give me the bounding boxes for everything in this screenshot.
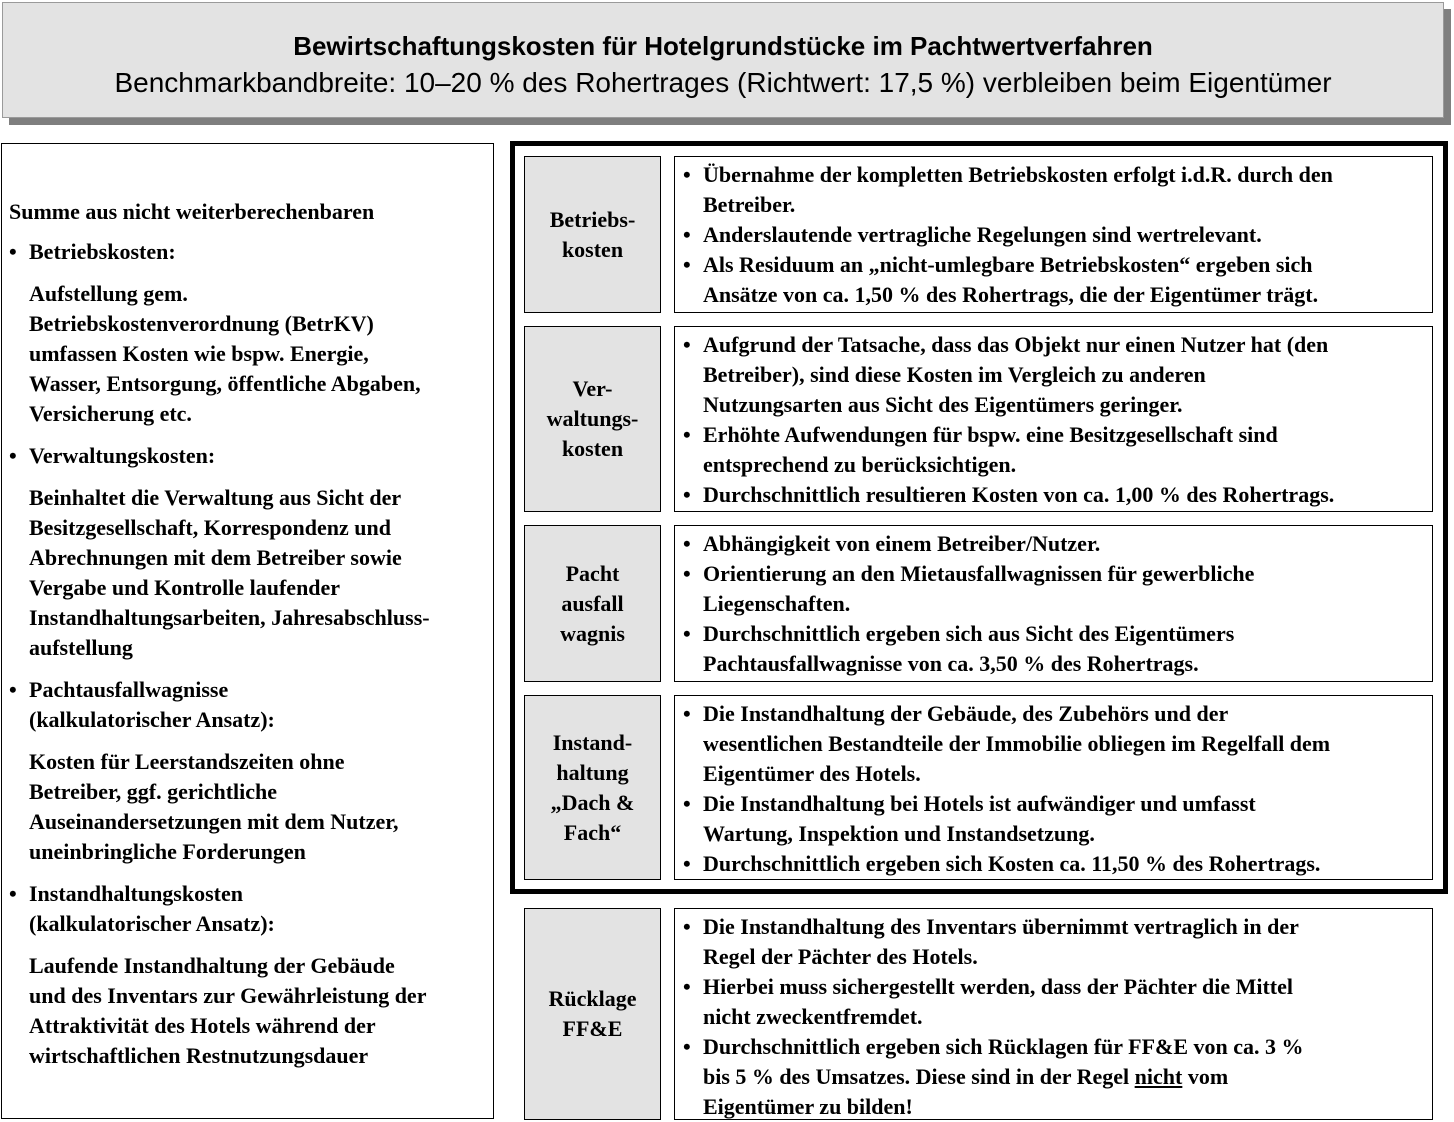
summary-text: Instandhaltungsarbeiten, Jahresabschluss-	[29, 605, 430, 630]
summary-text: Betreiber, ggf. gerichtliche	[29, 779, 278, 804]
summary-text: Auseinandersetzungen mit dem Nutzer,	[29, 809, 399, 834]
summary-heading: (kalkulatorischer Ansatz):	[29, 911, 275, 936]
list-item: • Orientierung an den Mietausfallwagnissen für gewerbliche Liegenschaften.	[683, 561, 1255, 616]
summary-text: wirtschaftlichen Restnutzungsdauer	[29, 1043, 369, 1068]
row-content-pachtausfallwagnis	[674, 525, 1433, 682]
emphasis-underlined: nicht	[1134, 1064, 1183, 1089]
summary-heading: Pachtausfallwagnisse	[29, 677, 229, 702]
list-item: • Durchschnittlich ergeben sich aus Sicht des Eigentümers Pachtausfallwagnisse von ca. 3,50 % des Rohertrags.	[683, 621, 1235, 676]
summary-bullet-instandhaltungskosten: • Instandhaltungskosten	[9, 881, 243, 906]
summary-text: Versicherung etc.	[29, 401, 192, 426]
summary-text: Aufstellung gem.	[29, 281, 188, 306]
list-item: • Als Residuum an „nicht-umlegbare Betriebskosten“ ergeben sich Ansätze von ca. 1,50 % des Rohertrags, die der Eigentümer trägt.	[683, 252, 1319, 307]
summary-text: Laufende Instandhaltung der Gebäude	[29, 953, 395, 978]
summary-text: Wasser, Entsorgung, öffentliche Abgaben,	[29, 371, 421, 396]
list-item: • Übernahme der kompletten Betriebskosten erfolgt i.d.R. durch den Betreiber.	[683, 162, 1333, 217]
summary-heading: Instandhaltungskosten	[29, 881, 243, 906]
summary-text: Vergabe und Kontrolle laufender	[29, 575, 341, 600]
summary-bullet-betriebskosten: • Betriebskosten:	[9, 239, 176, 264]
row-label-ruecklage-ffe: Rücklage FF&E	[524, 908, 661, 1120]
header-banner	[2, 2, 1444, 118]
summary-text: Betriebskostenverordnung (BetrKV)	[29, 311, 374, 336]
row-label-verwaltungskosten: Ver- waltungs- kosten	[524, 326, 661, 512]
summary-text: und des Inventars zur Gewährleistung der	[29, 983, 427, 1008]
row-content-betriebskosten	[674, 156, 1433, 313]
row-label-pachtausfallwagnis: Pacht ausfall wagnis	[524, 525, 661, 682]
row-content-verwaltungskosten	[674, 326, 1433, 512]
summary-text: umfassen Kosten wie bspw. Energie,	[29, 341, 369, 366]
summary-text: Besitzgesellschaft, Korrespondenz und	[29, 515, 391, 540]
summary-heading: Betriebskosten:	[29, 239, 176, 264]
list-item: • Durchschnittlich resultieren Kosten von ca. 1,00 % des Rohertrags.	[683, 482, 1335, 507]
row-label-betriebskosten: Betriebs- kosten	[524, 156, 661, 313]
summary-text: aufstellung	[29, 635, 133, 660]
summary-heading: (kalkulatorischer Ansatz):	[29, 707, 275, 732]
summary-text: Attraktivität des Hotels während der	[29, 1013, 376, 1038]
summary-text: Beinhaltet die Verwaltung aus Sicht der	[29, 485, 402, 510]
page-subtitle: Benchmarkbandbreite: 10–20 % des Rohertrages (Richtwert: 17,5 %) verbleiben beim Eigentümer	[114, 67, 1332, 98]
list-item: • Die Instandhaltung des Inventars übernimmt vertraglich in der Regel der Pächter des Hotels.	[683, 914, 1299, 969]
summary-text: Kosten für Leerstandszeiten ohne	[29, 749, 345, 774]
list-item: • Hierbei muss sichergestellt werden, dass der Pächter die Mittel nicht zweckentfremdet.	[683, 974, 1294, 1029]
summary-text: Abrechnungen mit dem Betreiber sowie	[29, 545, 402, 570]
row-content-ruecklage-ffe	[674, 908, 1433, 1120]
list-item: • Anderslautende vertragliche Regelungen sind wertrelevant.	[683, 222, 1262, 247]
list-item: • Erhöhte Aufwendungen für bspw. eine Besitzgesellschaft sind entsprechend zu berücksichtigen.	[683, 422, 1278, 477]
summary-bullet-verwaltungskosten: • Verwaltungskosten:	[9, 443, 216, 468]
summary-heading: Verwaltungskosten:	[29, 443, 216, 468]
list-item: • Abhängigkeit von einem Betreiber/Nutzer.	[683, 531, 1101, 556]
list-item: • Die Instandhaltung der Gebäude, des Zubehörs und der wesentlichen Bestandteile der Immobilie obliegen im Regelfall dem Eigentümer des Hotels.	[683, 701, 1331, 786]
summary-panel	[1, 143, 494, 1119]
row-label-instandhaltung: Instand- haltung „Dach & Fach“	[524, 695, 661, 880]
list-item: • Durchschnittlich ergeben sich Kosten ca. 11,50 % des Rohertrags.	[683, 851, 1321, 876]
summary-bullet-pachtausfallwagnisse: • Pachtausfallwagnisse	[9, 677, 229, 702]
page-title: Bewirtschaftungskosten für Hotelgrundstücke im Pachtwertverfahren	[293, 31, 1153, 61]
list-item: • Die Instandhaltung bei Hotels ist aufwändiger und umfasst Wartung, Inspektion und Instandsetzung.	[683, 791, 1256, 846]
list-item: • Durchschnittlich ergeben sich Rücklagen für FF&E von ca. 3 % bis 5 % des Umsatzes. Diese sind in der Regel nicht vom Eigentümer zu bilden!	[683, 1034, 1304, 1119]
summary-text: uneinbringliche Forderungen	[29, 839, 306, 864]
row-content-instandhaltung	[674, 695, 1433, 880]
summary-intro: Summe aus nicht weiterberechenbaren	[9, 199, 375, 224]
list-item: • Aufgrund der Tatsache, dass das Objekt nur einen Nutzer hat (den Betreiber), sind diese Kosten im Vergleich zu anderen Nutzungsarten aus Sicht des Eigentümers geringer.	[683, 332, 1329, 417]
